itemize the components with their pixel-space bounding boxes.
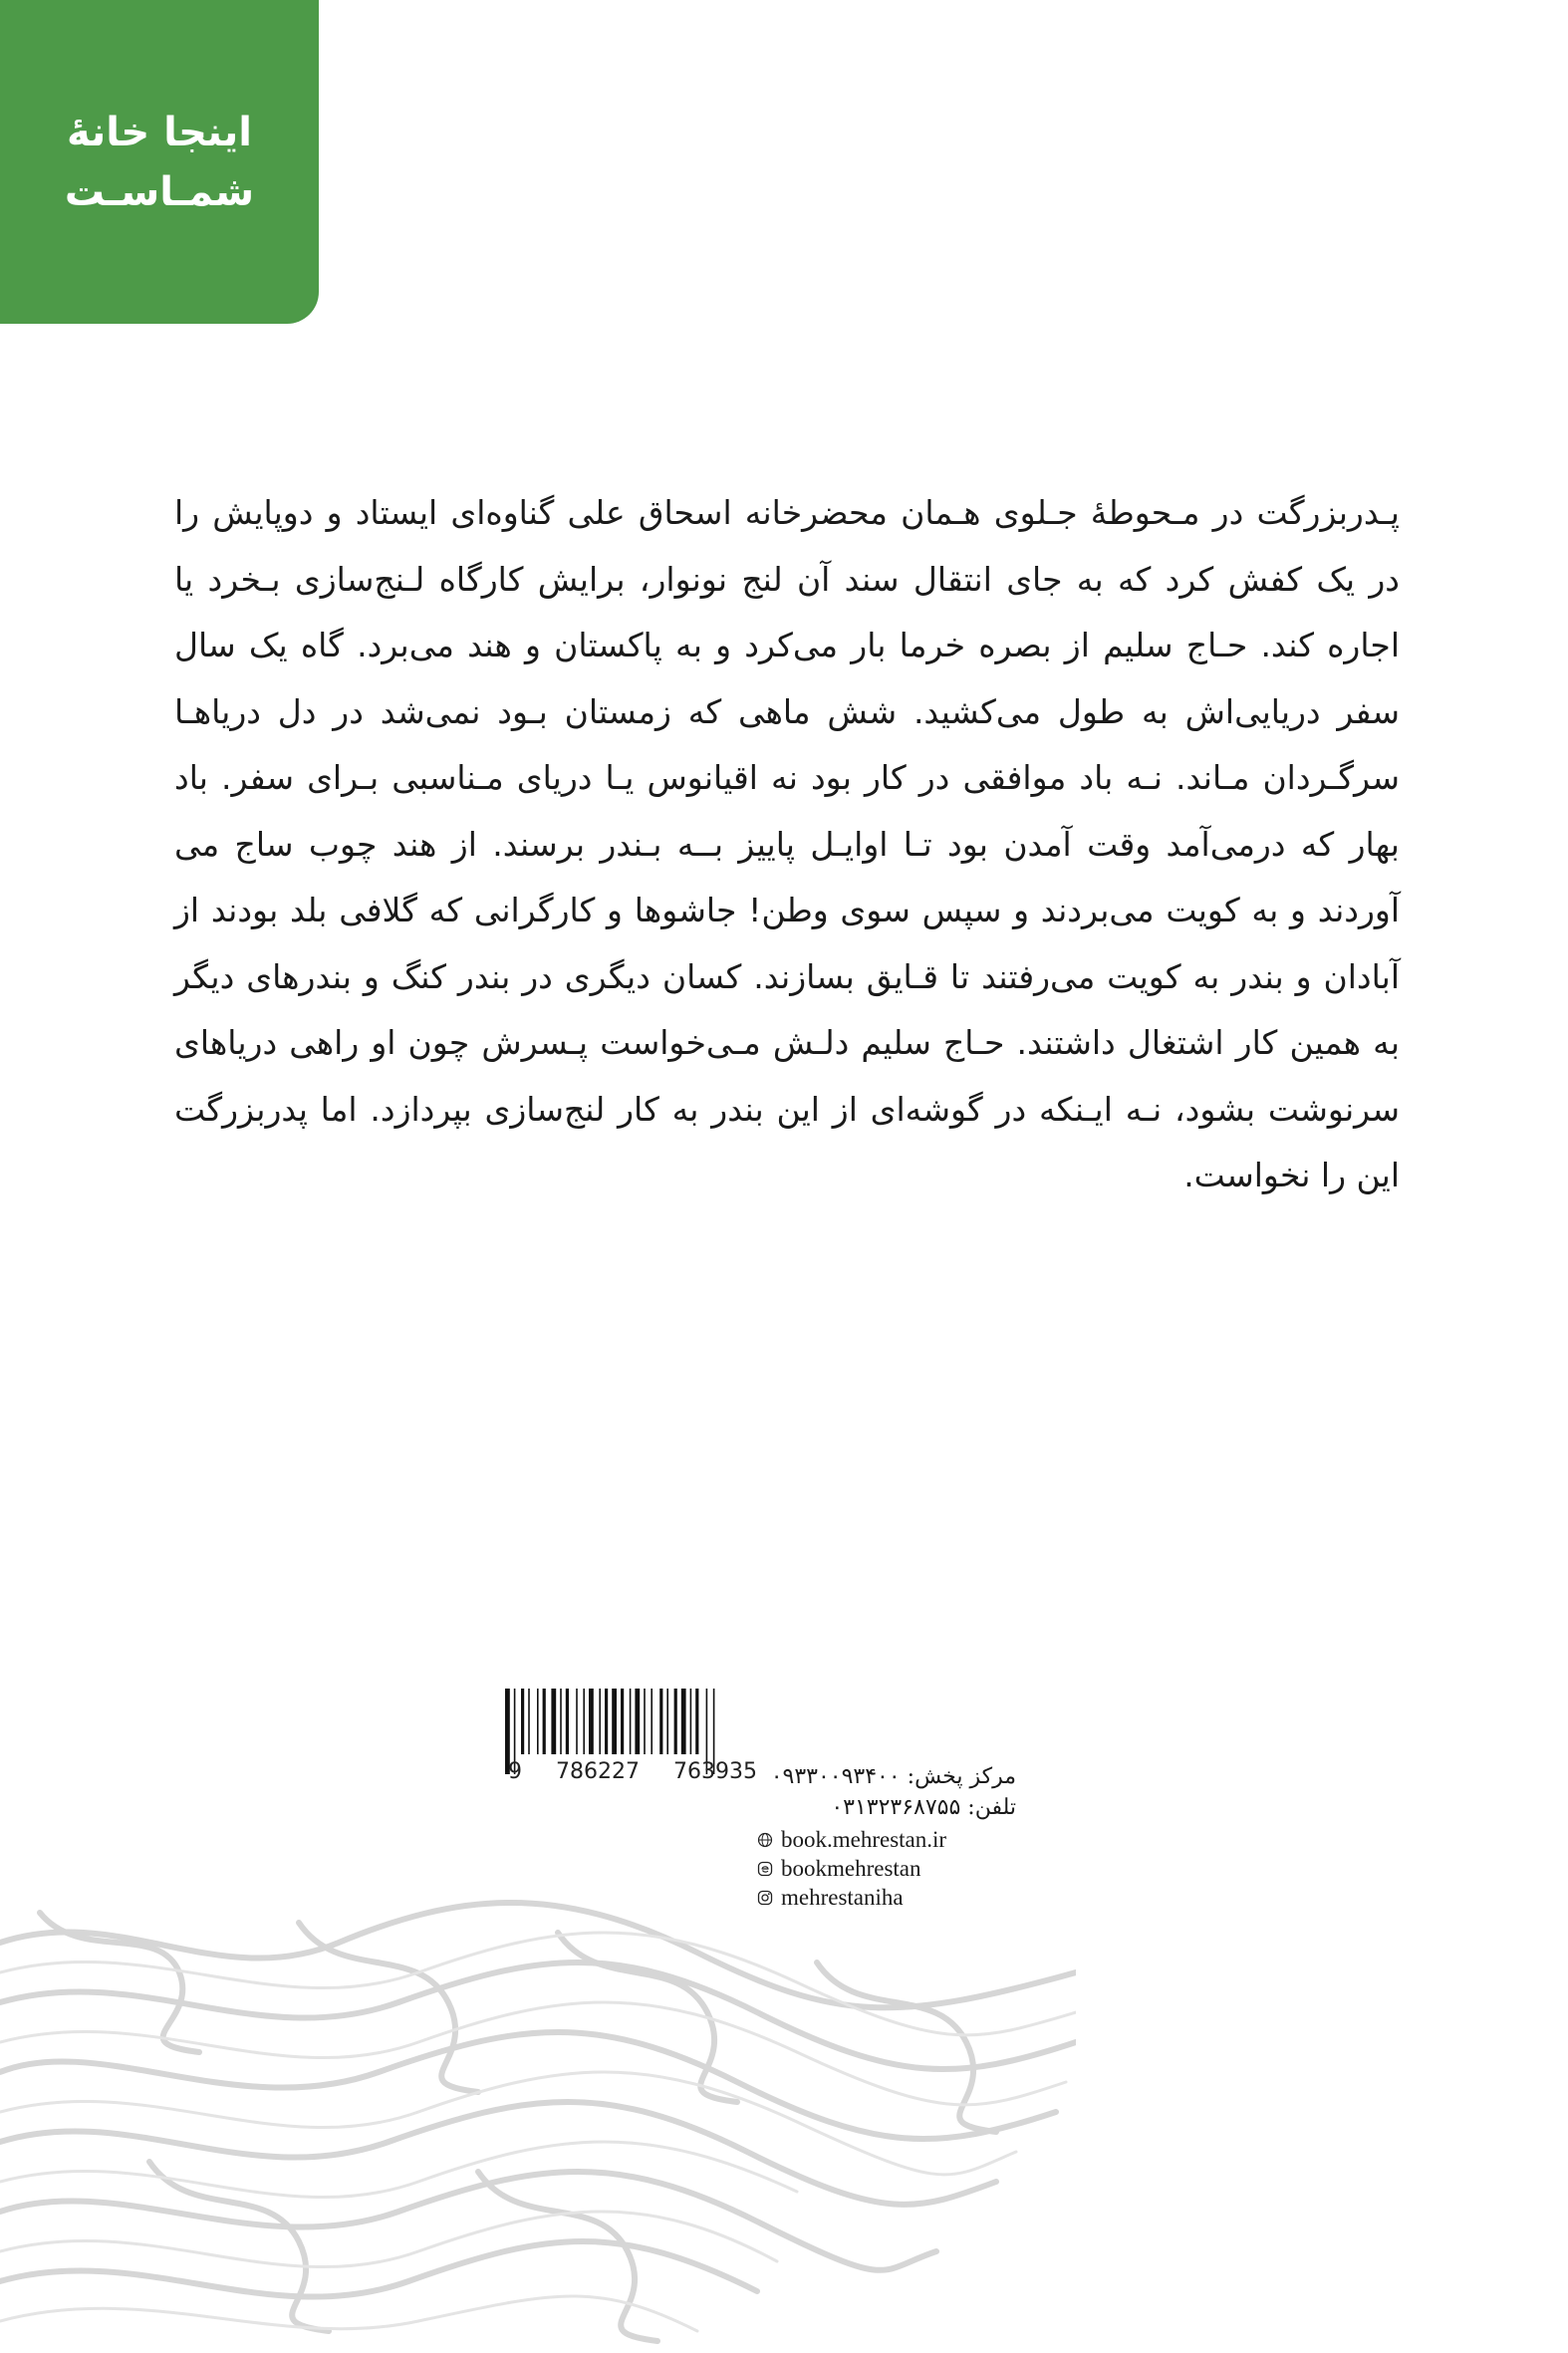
series-title-line1: اینجا خانهٔ	[67, 109, 252, 155]
barcode-digit-prefix: 9	[508, 1759, 522, 1784]
website-row	[757, 1825, 1056, 1854]
barcode-digit-group2: 763935	[673, 1759, 757, 1784]
decorative-ornament	[0, 1883, 1076, 2353]
series-badge	[0, 0, 319, 324]
distribution-center: مرکز پخش: ۰۹۳۳۰۰۹۳۴۰۰	[770, 1764, 1016, 1789]
barcode-digits	[508, 1759, 757, 1784]
barcode-digit-group1: 786227	[556, 1759, 640, 1784]
series-title-line2: شمـاسـت	[64, 168, 255, 215]
website-link[interactable]: book.mehrestan.ir	[781, 1827, 947, 1852]
eitaa-icon	[757, 1861, 773, 1877]
phone-number: تلفن: ۰۳۱۳۲۳۶۸۷۵۵	[831, 1795, 1016, 1820]
eitaa-row	[757, 1854, 1056, 1883]
eitaa-handle[interactable]: bookmehrestan	[781, 1856, 921, 1881]
publisher-info	[757, 1761, 1016, 1823]
instagram-handle[interactable]: mehrestaniha	[781, 1885, 904, 1910]
back-cover-excerpt: پـدربزرگت در مـحوطهٔ جـلوی هـمان محضرخانه اسحاق علی گناوه‌ای ایستاد و دوپایش را در یک کفش کرد که به جای انتقال سند آن لنج نونوار، برایش کارگاه لـنج‌سازی بـخرد یا اجاره کند. حـاج سلیم از بصره خرما بار می‌کرد و به پاکستان و هند می‌برد. گاه یک سال سفر دریایی‌اش به طول می‌کشید. شش ماهی که زمستان بـود نمی‌شد در دل دریاهـا سرگـردان مـاند. نـه باد موافقی در کار بود نه اقیانوس یـا دریای مـناسبی بـرای سفر. باد بهار که درمی‌آمد وقت آمدن بود تـا اوایـل پاییز بــه بـندر برسند. از هند چوب ساج می آوردند و به کویت می‌بردند و سپس سوی وطن! جاشوها و کارگرانی که گلافی بلد بودند از آبادان و بندر به کویت می‌رفتند تا قـایق بسازند. کسان دیگری در بندر کنگ و بندرهای دیگر به همین کار اشتغال داشتند. حـاج سلیم دلـش مـی‌خواست پـسرش چون او راهی دریاهای سرنوشت بشود، نـه ایـنکه در گوشه‌ای از این بندر به کار لنج‌سازی بپردازد. اما پدربزرگت این را نخواست.	[174, 493, 1400, 1194]
globe-icon	[757, 1832, 773, 1848]
